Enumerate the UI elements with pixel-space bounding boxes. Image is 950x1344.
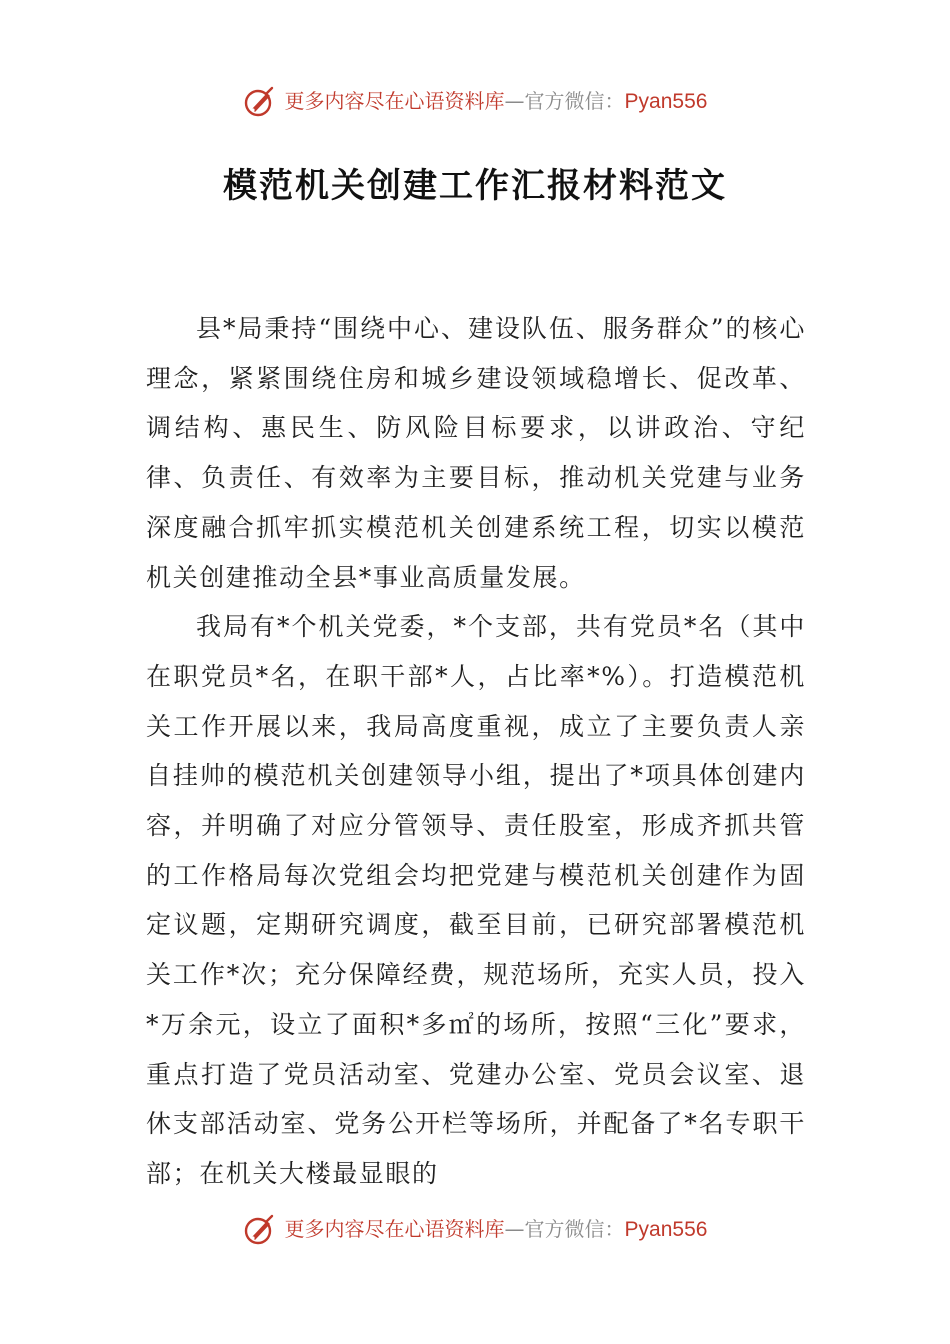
paragraph: 我局有*个机关党委，*个支部，共有党员*名（其中在职党员*名，在职干部*人，占比率*%）。打造模范机关工作开展以来，我局高度重视，成立了主要负责人亲自挂帅的模范机关创建领导小组，提出了*项具体创建内容，并明确了对应分管领导、责任股室，形成齐抓共管的工作格局每次党组会均把党建与模范机关创建作为固定议题，定期研究调度，截至目前，已研究部署模范机关工作*次；充分保障经费，规范场所，充实人员，投入*万余元，设立了面积*多㎡的场所，按照“三化”要求，重点打造了党员活动室、党建办公室、党员会议室、退休支部活动室、党务公开栏等场所，并配备了*名专职干部；在机关大楼最显眼的 (146, 612, 806, 1188)
header-banner-separator: — (504, 89, 525, 113)
document-title: 模范机关创建工作汇报材料范文 (223, 166, 727, 206)
paragraph: 县*局秉持“围绕中心、建设队伍、服务群众”的核心理念，紧紧围绕住房和城乡建设领域稳增长、促改革、调结构、惠民生、防风险目标要求，以讲政治、守纪律、负责任、有效率为主要目标，推动机关党建与业务深度融合抓牢抓实模范机关创建系统工程，切实以模范机关创建推动全县*事业高质量发展。 (146, 314, 806, 592)
header-banner-text (285, 84, 708, 119)
footer-banner-separator: — (504, 1217, 525, 1241)
pen-circle-logo-icon (243, 1213, 277, 1247)
document-body (146, 304, 806, 1199)
header-banner-contact-label: 官方微信： (524, 89, 625, 113)
footer-banner-contact-label: 官方微信： (524, 1217, 625, 1241)
footer-banner-text (285, 1212, 708, 1247)
header-banner-inner (243, 84, 708, 119)
header-banner (0, 84, 950, 119)
footer-banner-main-text: 更多内容尽在心语资料库 (284, 1217, 505, 1241)
header-banner-main-text: 更多内容尽在心语资料库 (284, 89, 505, 113)
footer-banner-inner (243, 1212, 708, 1247)
header-banner-contact-id: Pyan556 (624, 90, 708, 113)
pen-circle-logo-icon (243, 85, 277, 119)
footer-banner-contact-id: Pyan556 (624, 1218, 708, 1241)
footer-banner (0, 1212, 950, 1247)
